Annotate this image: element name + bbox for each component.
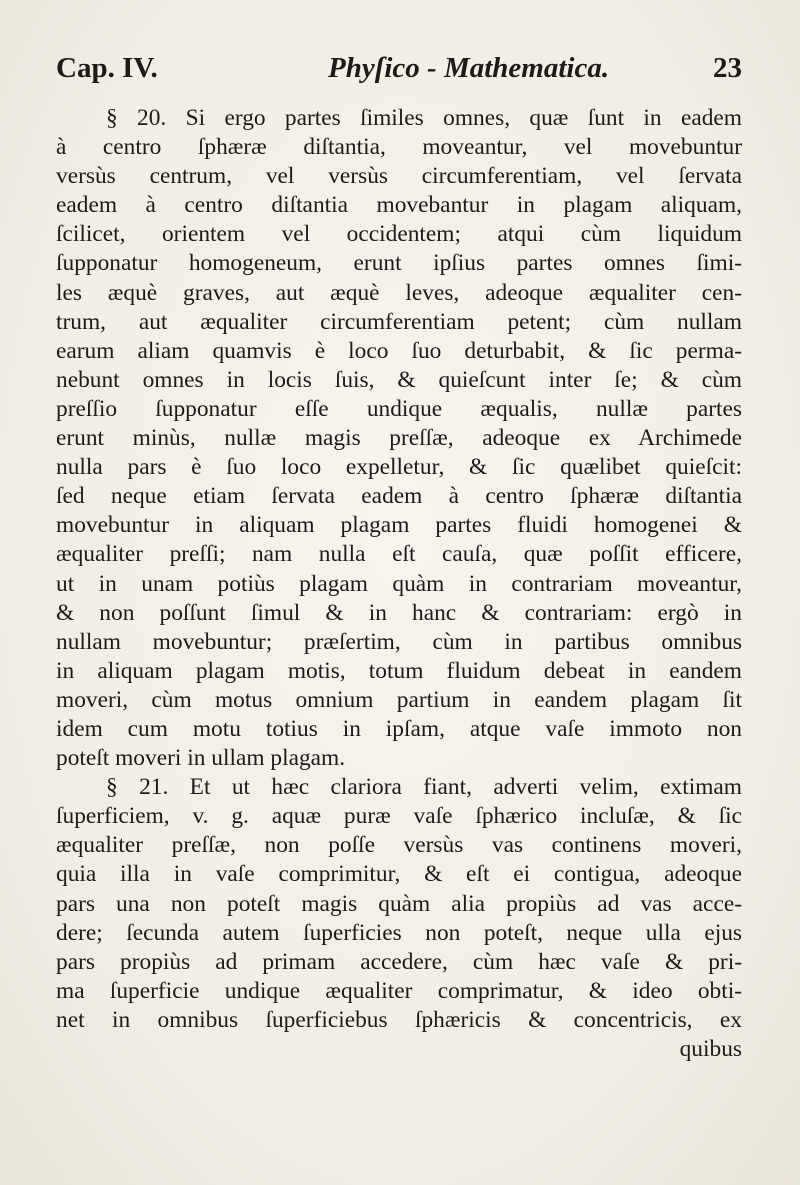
- text-line: nulla pars è ſuo loco expelletur, & ſic quælibet quieſcit:: [56, 454, 742, 481]
- page-number: 23: [713, 52, 742, 84]
- text-line: ſcilicet, orientem vel occidentem; atqui cùm liquidum: [56, 221, 742, 248]
- text-line: ſed neque etiam ſervata eadem à centro ſphæræ diſtantia: [56, 483, 742, 510]
- text-line: à centro ſphæræ diſtantia, moveantur, vel movebuntur: [56, 134, 742, 161]
- text-line: earum aliam quamvis è loco ſuo deturbabit, & ſic perma-: [56, 337, 742, 364]
- text-line: poteſt moveri in ullam plagam.: [56, 745, 346, 772]
- text-line: nebunt omnes in locis ſuis, & quieſcunt inter ſe; & cùm: [56, 366, 742, 393]
- text-line: in aliquam plagam motis, totum fluidum debeat in eandem: [56, 657, 742, 684]
- running-title: Phyſico - Mathematica.: [328, 52, 610, 84]
- text-line: eadem à centro diſtantia movebantur in plagam aliquam,: [56, 192, 742, 219]
- text-line: nullam movebuntur; præſertim, cùm in partibus omnibus: [56, 628, 742, 655]
- text-line: ſuperficiem, v. g. aquæ puræ vaſe ſphærico incluſæ, & ſic: [56, 803, 742, 830]
- text-line: dere; ſecunda autem ſuperficies non poteſt, neque ulla ejus: [56, 919, 742, 946]
- text-line: erunt minùs, nullæ magis preſſæ, adeoque ex Archimede: [56, 425, 742, 452]
- text-line: quia illa in vaſe comprimitur, & eſt ei contigua, adeoque: [56, 861, 742, 888]
- text-line: æqualiter preſſæ, non poſſe versùs vas continens moveri,: [56, 832, 742, 859]
- chapter-label: Cap. IV.: [56, 52, 158, 84]
- running-head: [56, 52, 742, 92]
- text-line: versùs centrum, vel versùs circumferentiam, vel ſervata: [56, 163, 742, 190]
- text-line: § 20. Si ergo partes ſimiles omnes, quæ ſunt in eadem: [106, 105, 742, 131]
- text-line: ſupponatur homogeneum, erunt ipſius partes omnes ſimi-: [56, 250, 742, 277]
- text-line: moveri, cùm motus omnium partium in eandem plagam ſit: [56, 686, 742, 713]
- body-text: [56, 104, 742, 1064]
- text-line: ut in unam potiùs plagam quàm in contrariam moveantur,: [56, 570, 742, 597]
- text-line: trum, aut æqualiter circumferentiam petent; cùm nullam: [56, 308, 742, 335]
- text-line: æqualiter preſſi; nam nulla eſt cauſa, quæ poſſit efficere,: [56, 541, 742, 568]
- text-line: movebuntur in aliquam plagam partes fluidi homogenei &: [56, 512, 742, 539]
- text-line: les æquè graves, aut æquè leves, adeoque æqualiter cen-: [56, 279, 742, 306]
- catchword: quibus: [679, 1036, 742, 1062]
- text-line: ma ſuperficie undique æqualiter comprimatur, & ideo obti-: [56, 977, 742, 1004]
- text-line: pars una non poteſt magis quàm alia propiùs ad vas acce-: [56, 890, 742, 917]
- text-line: & non poſſunt ſimul & in hanc & contrariam: ergò in: [56, 599, 742, 626]
- text-line: idem cum motu totius in ipſam, atque vaſe immoto non: [56, 715, 742, 742]
- text-line: preſſio ſupponatur eſſe undique æqualis, nullæ partes: [56, 395, 742, 422]
- text-line: pars propiùs ad primam accedere, cùm hæc vaſe & pri-: [56, 948, 742, 975]
- text-line: net in omnibus ſuperficiebus ſphæricis & concentricis, ex: [56, 1006, 742, 1033]
- text-line: § 21. Et ut hæc clariora fiant, adverti velim, extimam: [106, 774, 742, 801]
